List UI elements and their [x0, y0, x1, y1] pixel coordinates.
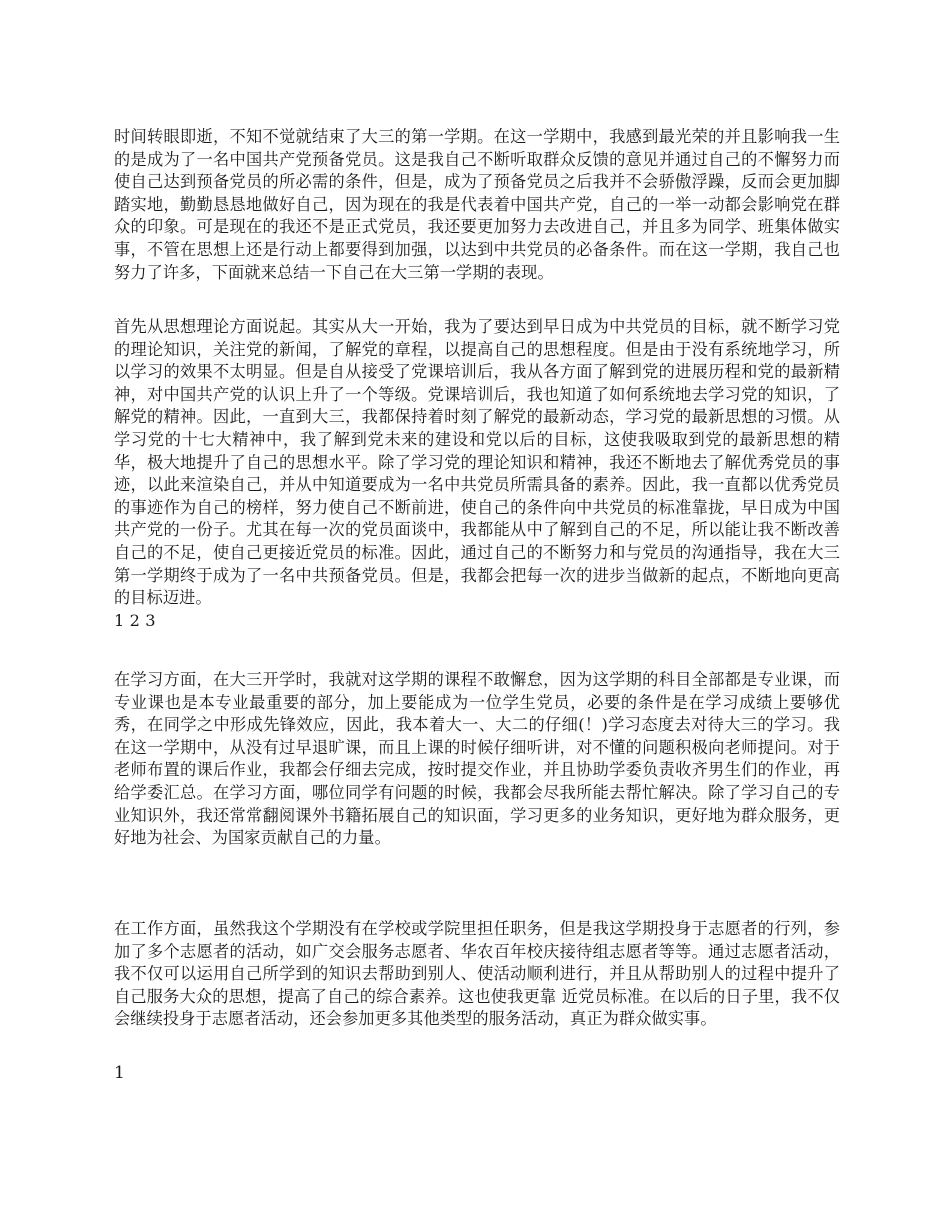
page-number: 1 [114, 1063, 125, 1083]
paragraph-work: 在工作方面，虽然我这个学期没有在学校或学院里担任职务，但是我这学期投身于志愿者的行列，参加了多个志愿者的活动，如广交会服务志愿者、华农百年校庆接待组志愿者等等。通过志愿者活动，我不仅可以运用自己所学到的知识去帮助到别人、使活动顺利进行，并且从帮助别人的过程中提升了自己服务大众的思想，提高了自己的综合素养。这也使我更靠 近党员标准。在以后的日子里，我不仅会继续投身于志愿者活动，还会参加更多其他类型的服务活动，真正为群众做实事。 [114, 919, 840, 1029]
paragraph-ideology: 首先从思想理论方面说起。其实从大一开始，我为了要达到早日成为中共党员的目标，就不断学习党的理论知识，关注党的新闻，了解党的章程，以提高自己的思想程度。但是由于没有系统地学习，所以学习的效果不太明显。但是自从接受了党课培训后，我从各方面了解到党的进展历程和党的最新精神，对中国共产党的认识上升了一个等级。党课培训后，我也知道了如何系统地去学习党的知识，了解党的精神。因此，一直到大三，我都保持着时刻了解党的最新动态，学习党的最新思想的习惯。从学习党的十七大精神中，我了解到党未来的建设和党以后的目标，这使我吸取到党的最新思想的精华，极大地提升了自己的思想水平。除了学习党的理论知识和精神，我还不断地去了解优秀党员的事迹，以此来渲染自己，并从中知道要成为一名中共党员所需具备的素养。因此，我一直都以优秀党员的事迹作为自己的榜样，努力使自己不断前进，使自己的条件向中共党员的标准靠拢，早日成为中国共产党的一份子。尤其在每一次的党员面谈中，我都能从中了解到自己的不足，所以能让我不断改善自己的不足，使自己更接近党员的标准。因此，通过自己的不断努力和与党员的沟通指导，我在大三第一学期终于成为了一名中共预备党员。但是，我都会把每一次的进步当做新的起点，不断地向更高的目标迈进。 [114, 317, 840, 608]
paragraph-intro: 时间转眼即逝，不知不觉就结束了大三的第一学期。在这一学期中，我感到最光荣的并且影响我一生的是成为了一名中国共产党预备党员。这是我自己不断听取群众反馈的意见并通过自己的不懈努力而使自己达到预备党员的所必需的条件，但是，成为了预备党员之后我并不会骄傲浮躁，反而会更加脚踏实地，勤勤恳恳地做好自己，因为现在的我是代表着中国共产党，自己的一举一动都会影响党在群众的印象。可是现在的我还不是正式党员，我还要更加努力去改进自己，并且多为同学、班集体做实事，不管在思想上还是行动上都要得到加强，以达到中共党员的必备条件。而在这一学期，我自己也努力了许多，下面就来总结一下自己在大三第一学期的表现。 [114, 127, 840, 282]
paragraph-study: 在学习方面，在大三开学时，我就对这学期的课程不敢懈怠，因为这学期的科目全部都是专业课，而专业课也是本专业最重要的部分，加上要能成为一位学生党员，必要的条件是在学习成绩上要够优秀，在同学之中形成先锋效应，因此，我本着大一、大二的仔细(！)学习态度去对待大三的学习。我在这一学期中，从没有过早退旷课，而且上课的时候仔细听讲，对不懂的问题积极向老师提问。对于老师布置的课后作业，我都会仔细去完成，按时提交作业，并且协助学委负责收齐男生们的作业，再给学委汇总。在学习方面，哪位同学有问题的时候，我都会尽我所能去帮忙解决。除了学习自己的专业知识外，我还常常翻阅课外书籍拓展自己的知识面，学习更多的业务知识，更好地为群众服务，更好地为社会、为国家贡献自己的力量。 [114, 670, 840, 848]
section-numbers: 1 2 3 [114, 611, 156, 630]
